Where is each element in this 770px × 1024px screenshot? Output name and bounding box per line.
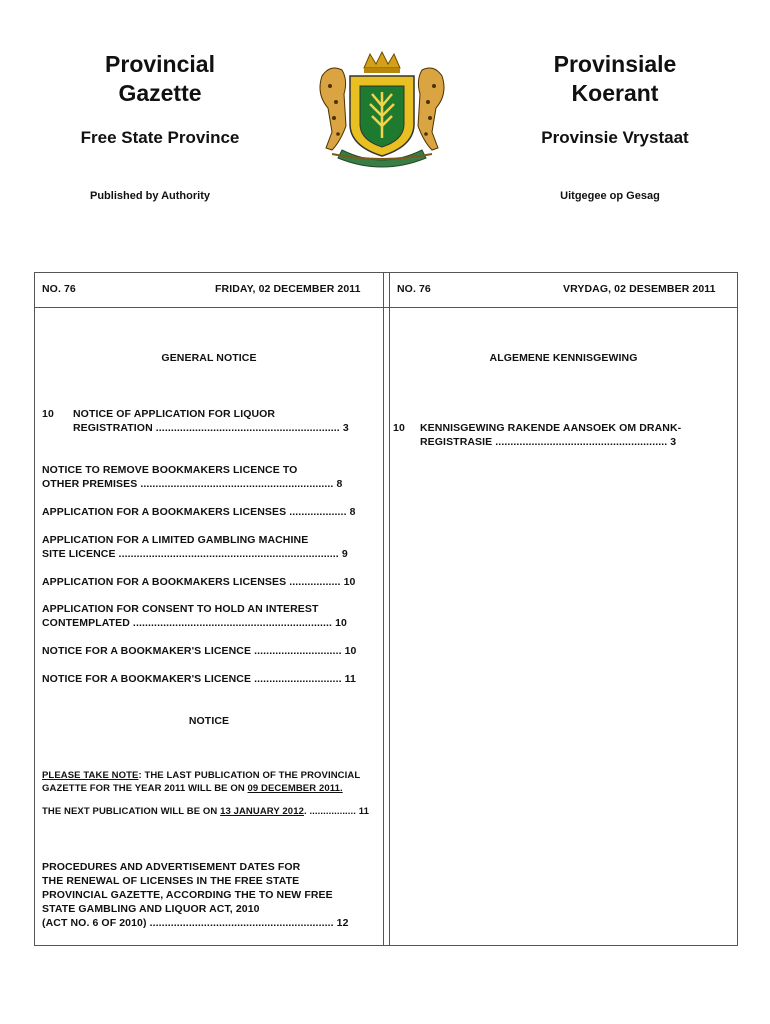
next-publication-page: . ................. 11 [303, 806, 369, 817]
next-publication-text: THE NEXT PUBLICATION WILL BE ON [42, 806, 221, 817]
entry-5-line1: APPLICATION FOR CONSENT TO HOLD AN INTEREST [42, 603, 319, 615]
algemene-kennisgewing-heading: ALGEMENE KENNISGEWING [489, 352, 638, 364]
please-note-date: 09 DECEMBER 2011. [247, 783, 343, 794]
right-item-number: 10 [393, 422, 405, 434]
column-divider-right [389, 273, 390, 945]
right-province: Provinsie Vrystaat [541, 128, 689, 147]
left-item-line2: REGISTRATION ............................................................. 3 [73, 422, 349, 434]
right-issue-date: VRYDAG, 02 DESEMBER 2011 [563, 283, 716, 295]
coat-of-arms-icon [302, 46, 462, 171]
entry-3-line1: APPLICATION FOR A LIMITED GAMBLING MACHINE [42, 534, 309, 546]
right-title [515, 50, 715, 108]
entry-3-line2: SITE LICENCE ......................................................................... 9 [42, 548, 348, 560]
right-title-line2: Koerant [571, 80, 659, 106]
entry-5-line2: CONTEMPLATED .................................................................. 10 [42, 617, 347, 629]
left-title-line1: Provincial [105, 51, 215, 77]
please-note-line2-text: GAZETTE FOR THE YEAR 2011 WILL BE ON [42, 783, 248, 794]
entry-6-line1: NOTICE FOR A BOOKMAKER'S LICENCE ............................. 10 [42, 645, 357, 657]
please-note-line2 [42, 782, 343, 796]
right-authority: Uitgegee op Gesag [560, 190, 660, 202]
right-issue-number: NO. 76 [397, 283, 431, 295]
next-publication-date: 13 JANUARY 2012 [220, 806, 304, 817]
entry-7-line1: NOTICE FOR A BOOKMAKER'S LICENCE ............................. 11 [42, 673, 356, 685]
please-note-label: PLEASE TAKE NOTE [42, 770, 139, 781]
procedures-line4: STATE GAMBLING AND LIQUOR ACT, 2010 [42, 903, 260, 915]
contents-frame [34, 272, 738, 946]
right-title-line1: Provinsiale [553, 51, 677, 77]
entry-2-line1: APPLICATION FOR A BOOKMAKERS LICENSES ................... 8 [42, 506, 356, 518]
please-note-line1 [42, 769, 360, 783]
entry-1-line1: NOTICE TO REMOVE BOOKMAKERS LICENCE TO [42, 464, 298, 476]
entry-1-line2: OTHER PREMISES ................................................................ 8 [42, 478, 343, 490]
notice-heading: NOTICE [188, 715, 230, 727]
left-issue-number: NO. 76 [42, 283, 76, 295]
left-item-number: 10 [42, 408, 54, 420]
next-publication [42, 805, 369, 819]
left-item-line1: NOTICE OF APPLICATION FOR LIQUOR [73, 408, 276, 420]
procedures-line2: THE RENEWAL OF LICENSES IN THE FREE STATE [42, 875, 300, 887]
procedures-line3: PROVINCIAL GAZETTE, ACCORDING THE TO NEW FREE [42, 889, 333, 901]
left-title [60, 50, 260, 108]
left-authority: Published by Authority [90, 190, 210, 202]
left-title-line2: Gazette [118, 80, 202, 106]
column-divider-left [383, 273, 384, 945]
please-note-rest: : THE LAST PUBLICATION OF THE PROVINCIAL [138, 770, 361, 781]
left-province: Free State Province [80, 128, 240, 147]
procedures-line5: (ACT NO. 6 OF 2010) ............................................................. 12 [42, 917, 349, 929]
right-item-line1: KENNISGEWING RAKENDE AANSOEK OM DRANK- [420, 422, 682, 434]
procedures-line1: PROCEDURES AND ADVERTISEMENT DATES FOR [42, 861, 301, 873]
entry-4-line1: APPLICATION FOR A BOOKMAKERS LICENSES ................. 10 [42, 576, 356, 588]
general-notice-heading: GENERAL NOTICE [161, 352, 257, 364]
right-item-line2: REGISTRASIE ......................................................... 3 [420, 436, 677, 448]
header-divider [35, 307, 737, 308]
left-issue-date: FRIDAY, 02 DECEMBER 2011 [215, 283, 361, 295]
